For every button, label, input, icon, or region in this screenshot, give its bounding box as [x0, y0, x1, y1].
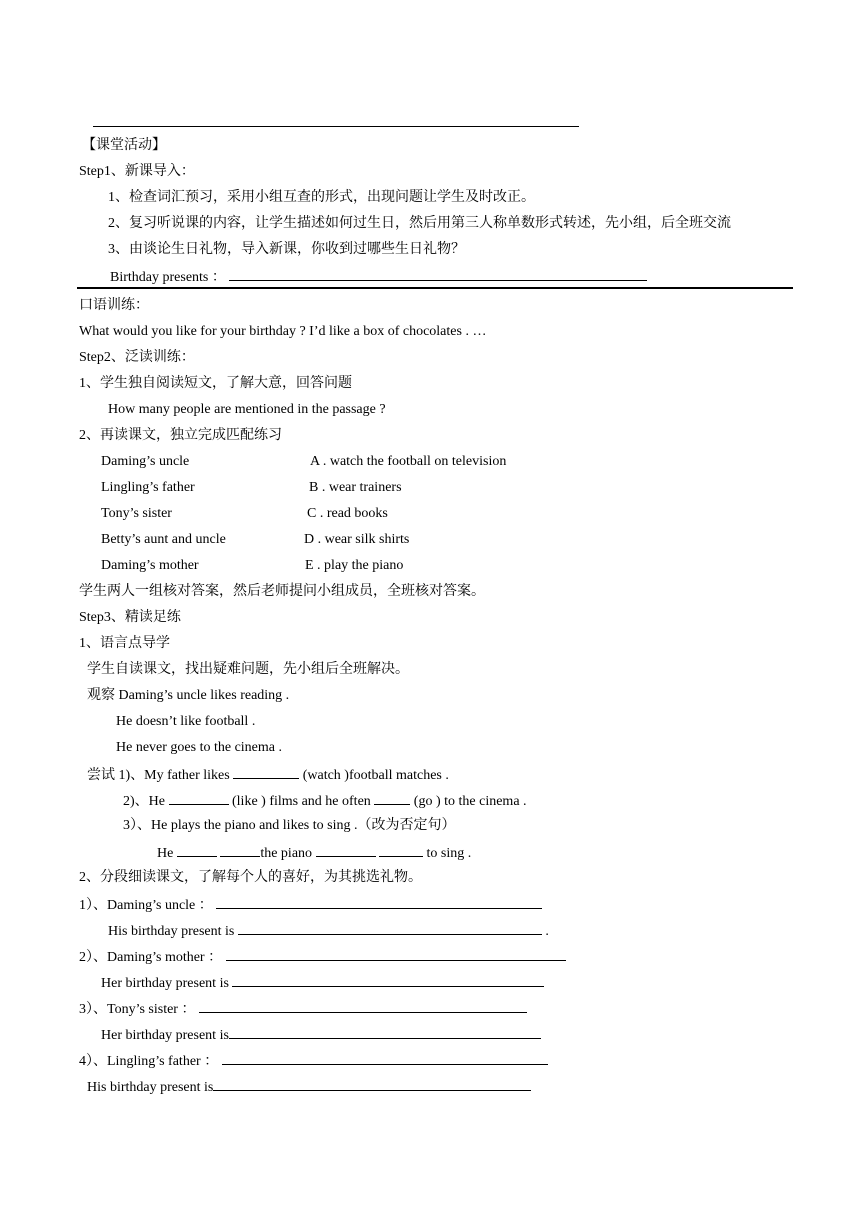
try2-blank-1[interactable] — [169, 791, 229, 805]
match-option: A . watch the football on television — [310, 454, 507, 469]
try3-answer-b: the piano — [260, 846, 313, 861]
observe-sentence: Daming’s uncle likes reading . — [118, 688, 290, 703]
try3-text: 3）、He plays the piano and likes to sing .（改为否定句） — [123, 818, 456, 833]
observe-sentence: He doesn’t like football . — [116, 714, 256, 729]
step2-check: 学生两人一组核对答案，然后老师提问小组成员，全班核对答案。 — [79, 584, 485, 599]
present-blank[interactable] — [213, 1077, 531, 1091]
present-label: His birthday present is — [87, 1080, 214, 1095]
try3-blank-1[interactable] — [177, 843, 217, 857]
step2-heading: Step2、泛读训练： — [79, 350, 195, 365]
person-answer-blank[interactable] — [226, 947, 566, 961]
observe-label: 观察 — [87, 688, 115, 703]
step1-item-1: 1、检查词汇预习，采用小组互查的形式，出现问题让学生及时改正。 — [108, 190, 535, 205]
try1-blank[interactable] — [233, 765, 299, 779]
present-label: Her birthday present is — [101, 1028, 229, 1043]
match-option: E . play the piano — [305, 558, 404, 573]
match-option: B . wear trainers — [309, 480, 402, 495]
present-row — [101, 1025, 541, 1045]
present-label: Her birthday present is — [101, 976, 229, 991]
person-row — [79, 999, 527, 1019]
present-row — [101, 973, 544, 993]
person-answer-blank[interactable] — [199, 999, 527, 1013]
step2-task1: 1、学生独自阅读短文，了解大意，回答问题 — [79, 376, 352, 391]
person-row — [79, 947, 566, 967]
present-blank[interactable] — [229, 1025, 541, 1039]
person-answer-blank[interactable] — [222, 1051, 548, 1065]
step1-item-3: 3、由谈论生日礼物，导入新课，你收到过哪些生日礼物？ — [108, 242, 465, 257]
step2-question: How many people are mentioned in the passage ? — [108, 402, 386, 417]
section-divider — [77, 287, 793, 289]
birthday-presents-label: Birthday presents ： — [110, 270, 226, 285]
oral-sentence: What would you like for your birthday ? I’d like a box of chocolates . … — [79, 324, 487, 339]
step3-heading: Step3、精读足练 — [79, 610, 181, 625]
match-person: Tony’s sister — [101, 506, 172, 521]
person-label: 3）、Tony’s sister ： — [79, 1002, 196, 1017]
try-row-1 — [87, 765, 449, 785]
try2-blank-2[interactable] — [374, 791, 410, 805]
top-answer-line — [93, 126, 579, 127]
try3-blank-3[interactable] — [316, 843, 376, 857]
present-row — [108, 921, 549, 941]
try1-text-a: 1)、My father likes — [118, 768, 230, 783]
try2-text-a: 2)、He — [123, 794, 165, 809]
person-label: 4）、Lingling’s father ： — [79, 1054, 219, 1069]
section-title: 【课堂活动】 — [82, 138, 166, 153]
person-answer-blank[interactable] — [216, 895, 542, 909]
try2-text-b: (like ) films and he often — [232, 794, 371, 809]
try-row-2 — [123, 791, 527, 811]
try2-text-c: (go ) to the cinema . — [413, 794, 527, 809]
try3-answer-row — [157, 843, 471, 863]
present-blank[interactable] — [238, 921, 542, 935]
birthday-presents-blank[interactable] — [229, 267, 647, 281]
present-label: His birthday present is — [108, 924, 235, 939]
match-person: Betty’s aunt and uncle — [101, 532, 226, 547]
present-blank[interactable] — [232, 973, 544, 987]
step3-self-study: 学生自读课文，找出疑难问题，先小组后全班解决。 — [87, 662, 409, 677]
try3-answer-c: to sing . — [426, 846, 472, 861]
person-row — [79, 895, 542, 915]
step3-point2: 2、分段细读课文，了解每个人的喜好，为其挑选礼物。 — [79, 870, 422, 885]
person-row — [79, 1051, 548, 1071]
observe-row — [87, 687, 289, 705]
match-person: Lingling’s father — [101, 480, 195, 495]
person-label: 2）、Daming’s mother ： — [79, 950, 223, 965]
try3-blank-4[interactable] — [379, 843, 423, 857]
oral-heading: 口语训练： — [79, 298, 149, 313]
step1-item-2: 2、复习听说课的内容，让学生描述如何过生日，然后用第三人称单数形式转述，先小组，后全班交流 — [108, 216, 731, 231]
person-label: 1）、Daming’s uncle ： — [79, 898, 213, 913]
present-row — [87, 1077, 531, 1097]
match-person: Daming’s uncle — [101, 454, 190, 469]
step1-heading: Step1、新课导入： — [79, 164, 195, 179]
try1-text-b: (watch )football matches . — [302, 768, 449, 783]
match-option: C . read books — [307, 506, 388, 521]
try3-answer-a: He — [157, 846, 174, 861]
present-end: . — [545, 924, 549, 939]
observe-sentence: He never goes to the cinema . — [116, 740, 282, 755]
match-option: D . wear silk shirts — [304, 532, 410, 547]
birthday-presents-row — [110, 267, 647, 287]
try-label: 尝试 — [87, 768, 115, 783]
step2-task2: 2、再读课文，独立完成匹配练习 — [79, 428, 282, 443]
step3-point1: 1、语言点导学 — [79, 636, 170, 651]
try3-blank-2[interactable] — [220, 843, 260, 857]
match-person: Daming’s mother — [101, 558, 199, 573]
